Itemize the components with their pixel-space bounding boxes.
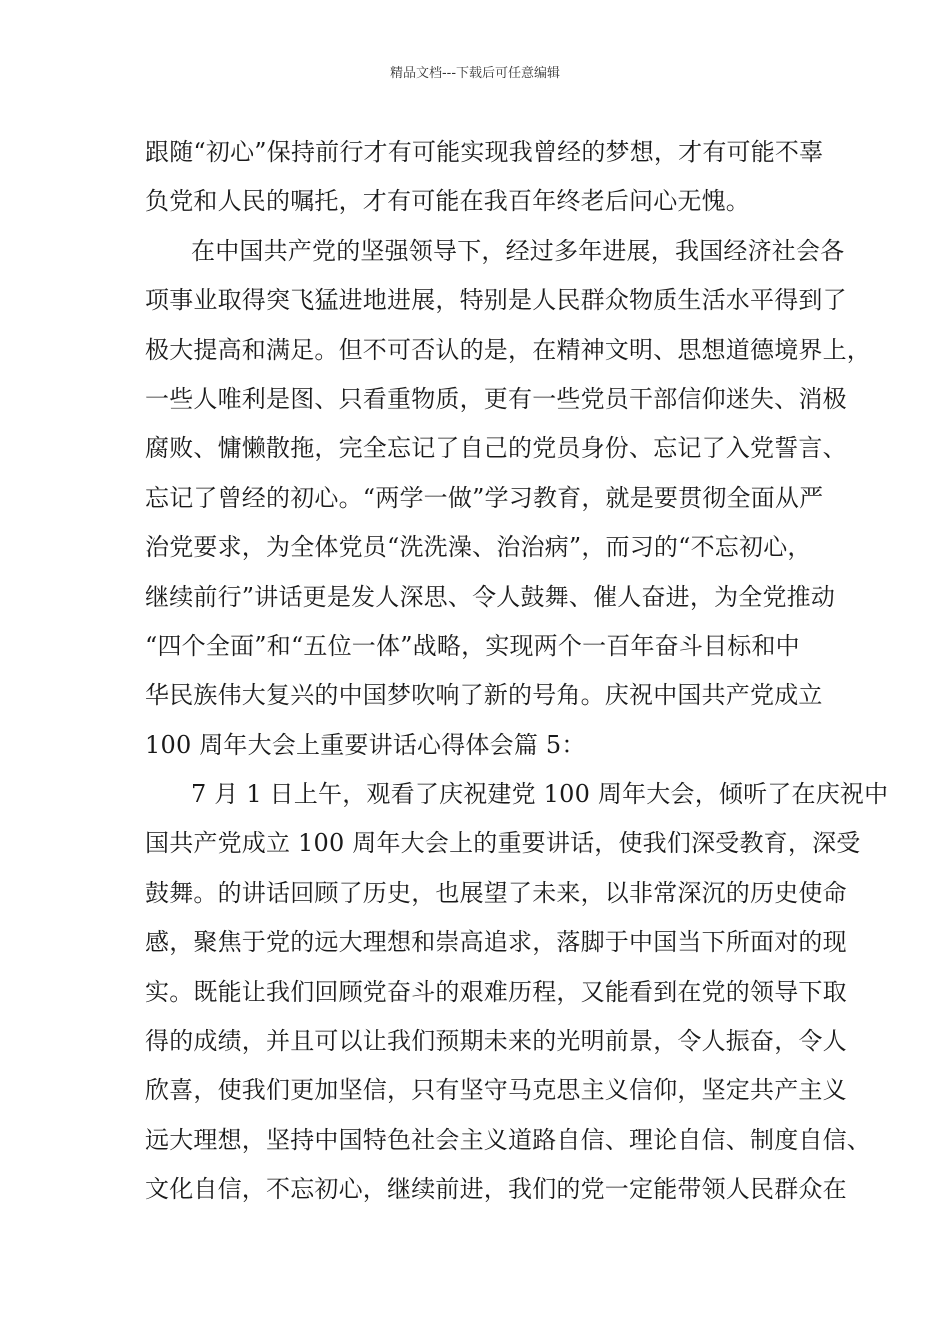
text-line: 实。既能让我们回顾党奋斗的艰难历程，又能看到在党的领导下取 <box>145 977 847 1006</box>
text-line: 跟随“初心”保持前行才有可能实现我曾经的梦想，才有可能不辜 <box>145 138 824 166</box>
text-line: 负党和人民的嘱托，才有可能在我百年终老后问心无愧。 <box>145 187 750 216</box>
text-line: 华民族伟大复兴的中国梦吹响了新的号角。庆祝中国共产党成立 <box>145 681 823 710</box>
text-line: 欣喜，使我们更加坚信，只有坚守马克思主义信仰，坚定共产主义 <box>145 1076 847 1105</box>
text-line: 项事业取得突飞猛进地进展，特别是人民群众物质生活水平得到了 <box>145 286 847 315</box>
document-body <box>145 128 889 1215</box>
text-line: 鼓舞。的讲话回顾了历史，也展望了未来，以非常深沉的历史使命 <box>145 878 847 907</box>
text-line: 继续前行”讲话更是发人深思、令人鼓舞、催人奋进，为全党推动 <box>145 582 836 611</box>
section-heading-line: 100 周年大会上重要讲话心得体会篇 5： <box>145 730 586 759</box>
text-line: 极大提高和满足。但不可否认的是，在精神文明、思想道德境界上， <box>145 335 871 364</box>
text-line: 感，聚焦于党的远大理想和崇高追求，落脚于中国当下所面对的现 <box>145 928 847 957</box>
text-line: 忘记了曾经的初心。“两学一做”学习教育，就是要贯彻全面从严 <box>145 483 824 512</box>
text-line: 治党要求，为全体党员“洗洗澡、治治病”，而习的“不忘初心， <box>145 533 812 562</box>
text-line: 腐败、慵懒散拖，完全忘记了自己的党员身份、忘记了入党誓言、 <box>145 434 847 463</box>
text-line: 国共产党成立 100 周年大会上的重要讲话，使我们深受教育，深受 <box>145 829 861 858</box>
text-line: “四个全面”和“五位一体”战略，实现两个一百年奋斗目标和中 <box>145 631 800 660</box>
page-header: 精品文档---下载后可任意编辑 <box>389 66 561 81</box>
text-line: 一些人唯利是图、只看重物质，更有一些党员干部信仰迷失、消极 <box>145 384 847 413</box>
text-line-paragraph-start: 在中国共产党的坚强领导下，经过多年进展，我国经济社会各 <box>191 236 845 265</box>
text-line: 文化自信，不忘初心，继续前进，我们的党一定能带领人民群众在 <box>145 1175 847 1204</box>
text-line: 得的成绩，并且可以让我们预期未来的光明前景，令人振奋，令人 <box>145 1027 847 1056</box>
text-line: 远大理想，坚持中国特色社会主义道路自信、理论自信、制度自信、 <box>145 1125 871 1154</box>
text-line-paragraph-start: 7 月 1 日上午，观看了庆祝建党 100 周年大会，倾听了在庆祝中 <box>191 780 889 809</box>
